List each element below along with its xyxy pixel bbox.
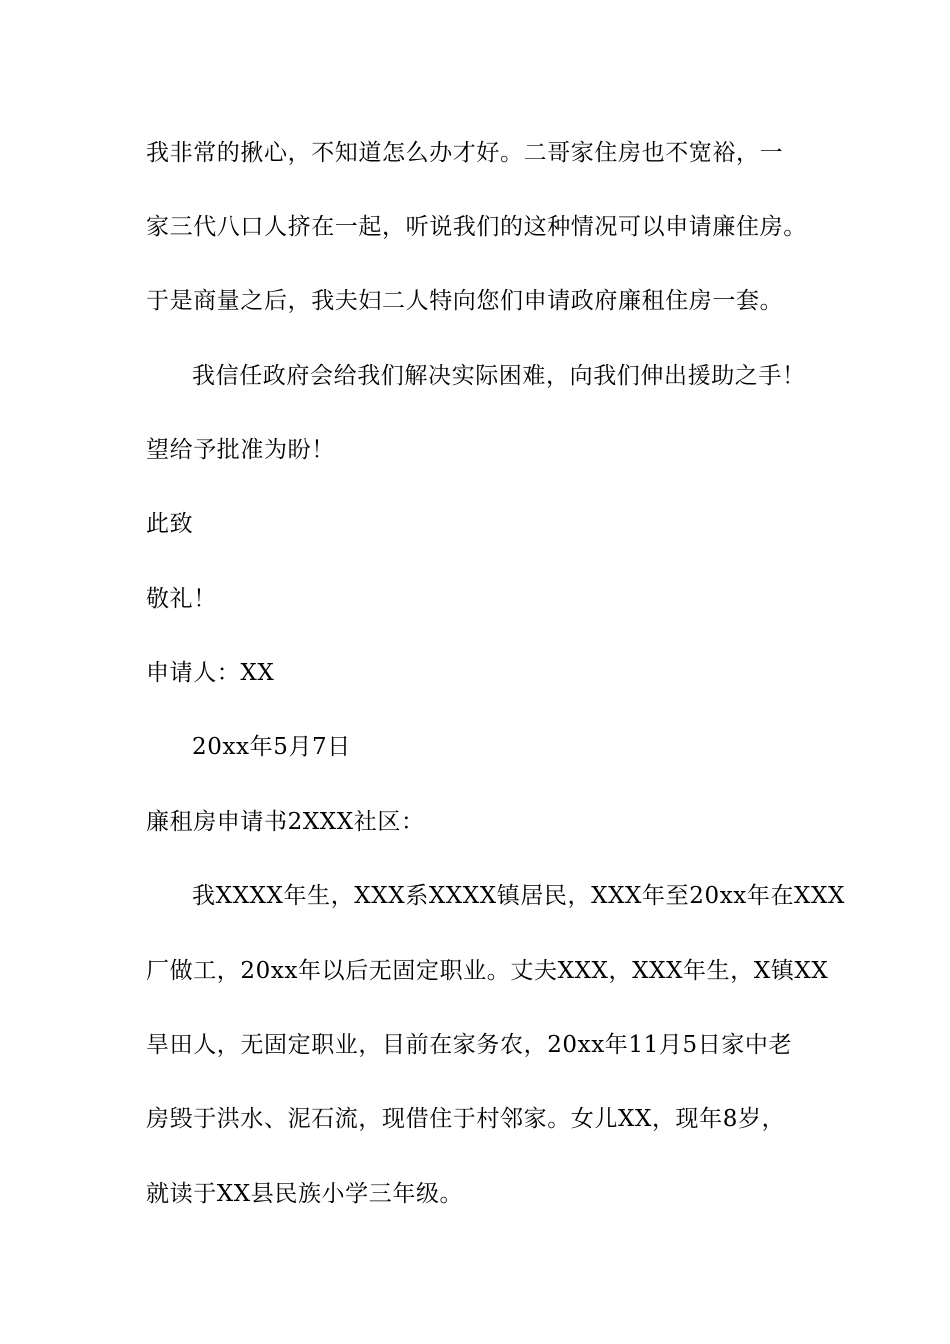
- text-line-5: 望给予批准为盼！: [146, 437, 335, 463]
- text-line-4: 我信任政府会给我们解决实际困难，向我们伸出援助之手！: [192, 363, 806, 389]
- text-line-12: 厂做工，20xx年以后无固定职业。丈夫XXX，XXX年生，X镇XX: [146, 958, 829, 984]
- closing-line: 敬礼！: [146, 586, 217, 612]
- section-heading: 廉租房申请书2XXX社区：: [146, 809, 425, 835]
- applicant-line: 申请人：XX: [146, 660, 275, 686]
- salutation-line: 此致: [146, 511, 194, 537]
- text-line-2: 家三代八口人挤在一起，听说我们的这种情况可以申请廉住房。: [146, 214, 807, 240]
- text-line-13: 旱田人，无固定职业，目前在家务农，20xx年11月5日家中老: [146, 1032, 793, 1058]
- text-line-1: 我非常的揪心，不知道怎么办才好。二哥家住房也不宽裕，一: [146, 140, 784, 166]
- text-line-14: 房毁于洪水、泥石流，现借住于村邻家。女儿XX，现年8岁，: [146, 1106, 786, 1132]
- text-line-3: 于是商量之后，我夫妇二人特向您们申请政府廉租住房一套。: [146, 288, 784, 314]
- text-line-15: 就读于XX县民族小学三年级。: [146, 1181, 464, 1207]
- date-line: 20xx年5月7日: [192, 734, 351, 760]
- text-line-11: 我XXXX年生，XXX系XXXX镇居民，XXX年至20xx年在XXX: [192, 883, 845, 909]
